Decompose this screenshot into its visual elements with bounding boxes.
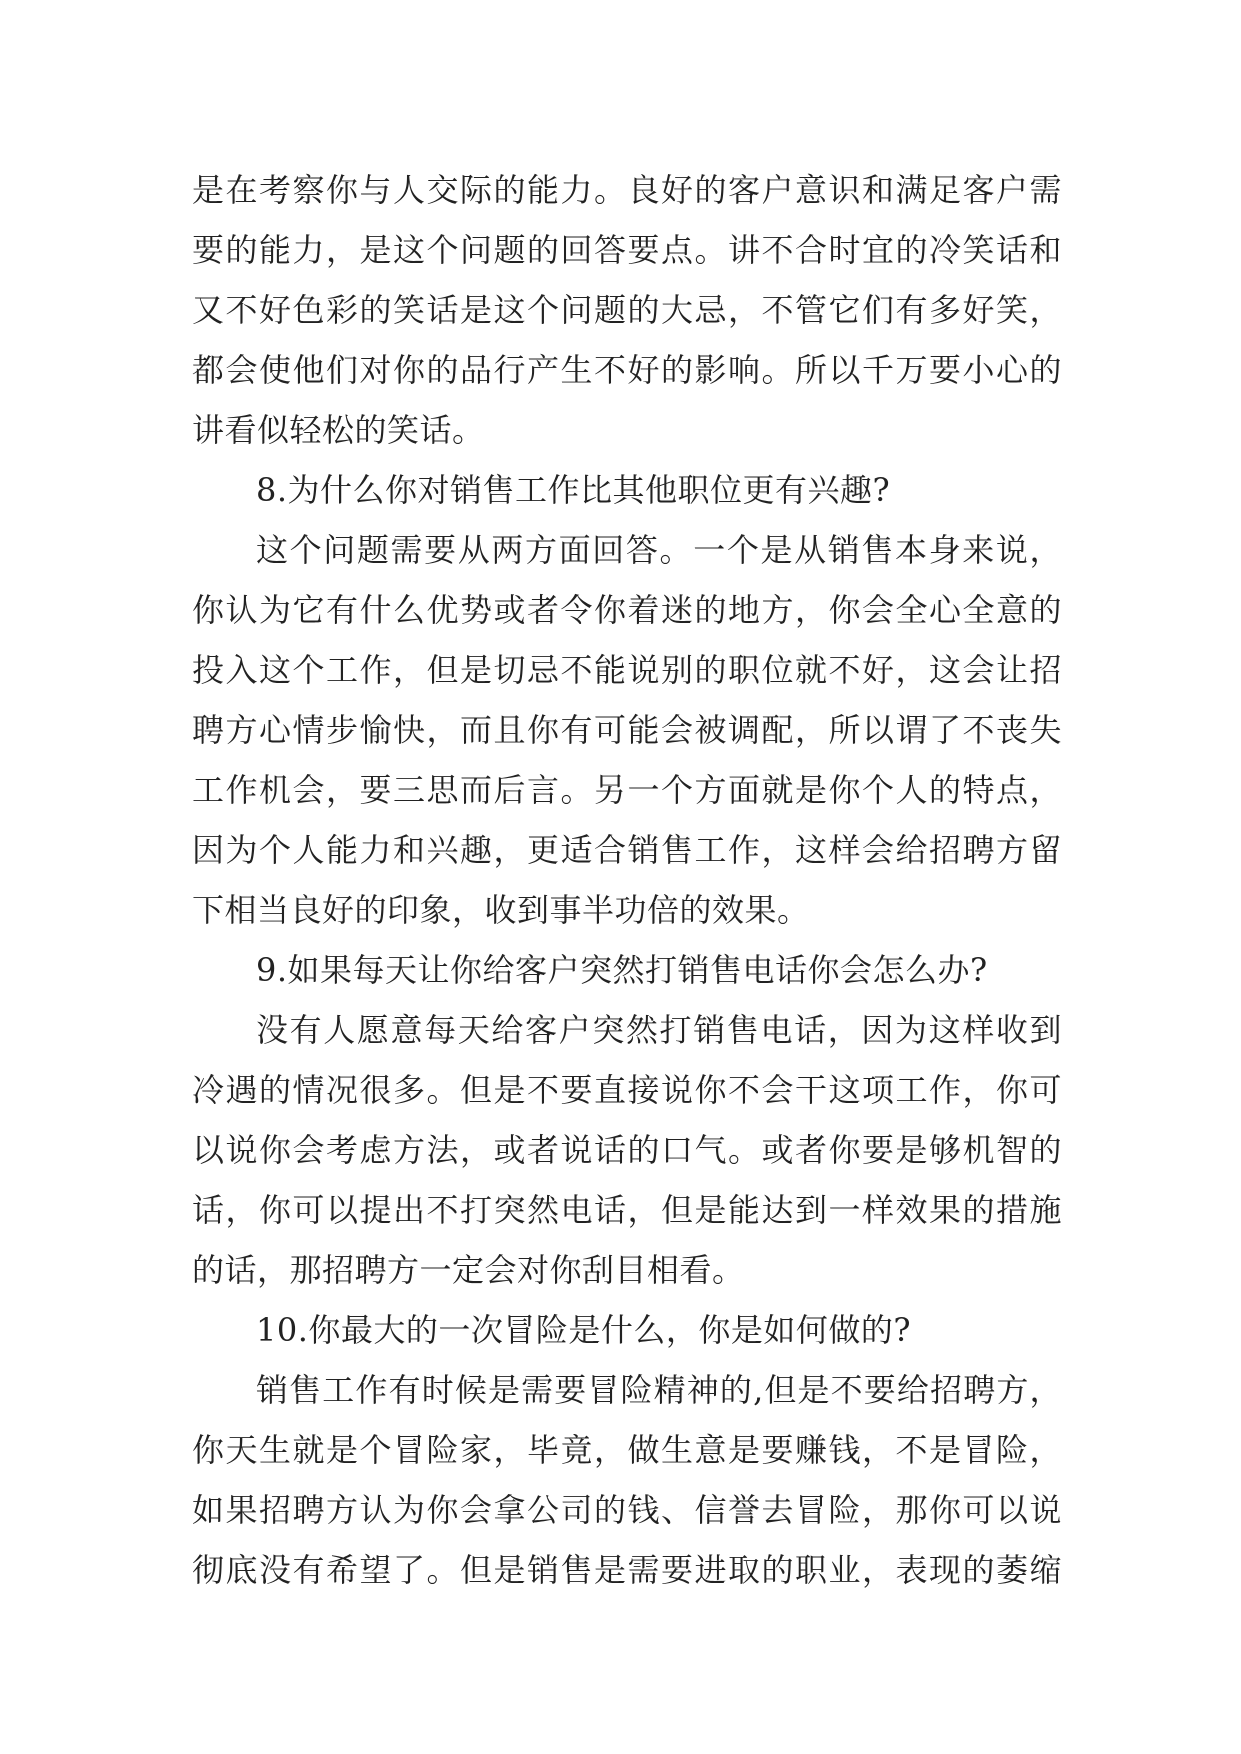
question-heading: 9.如果每天让你给客户突然打销售电话你会怎么办? bbox=[256, 951, 988, 989]
paragraph-line: 没有人愿意每天给客户突然打销售电话，因为这样收到 bbox=[256, 1011, 1062, 1049]
paragraph-line: 你天生就是个冒险家，毕竟，做生意是要赚钱，不是冒险， bbox=[192, 1431, 1062, 1469]
paragraph-line: 彻底没有希望了。但是销售是需要进取的职业，表现的萎缩 bbox=[192, 1551, 1062, 1589]
paragraph-line: 都会使他们对你的品行产生不好的影响。所以千万要小心的 bbox=[192, 351, 1062, 389]
paragraph-line: 讲看似轻松的笑话。 bbox=[192, 411, 485, 449]
question-heading: 8.为什么你对销售工作比其他职位更有兴趣? bbox=[256, 471, 891, 509]
document-body bbox=[192, 160, 1062, 1600]
paragraph-line: 因为个人能力和兴趣，更适合销售工作，这样会给招聘方留 bbox=[192, 831, 1062, 869]
paragraph-line: 聘方心情步愉快，而且你有可能会被调配，所以谓了不丧失 bbox=[192, 711, 1062, 749]
question-heading: 10.你最大的一次冒险是什么，你是如何做的? bbox=[256, 1311, 912, 1349]
paragraph-line: 投入这个工作，但是切忌不能说别的职位就不好，这会让招 bbox=[192, 651, 1062, 689]
paragraph-line: 你认为它有什么优势或者令你着迷的地方，你会全心全意的 bbox=[192, 591, 1062, 629]
paragraph-line: 冷遇的情况很多。但是不要直接说你不会干这项工作，你可 bbox=[192, 1071, 1062, 1109]
paragraph-line: 话，你可以提出不打突然电话，但是能达到一样效果的措施 bbox=[192, 1191, 1062, 1229]
paragraph-line: 又不好色彩的笑话是这个问题的大忌，不管它们有多好笑， bbox=[192, 291, 1062, 329]
paragraph-line: 下相当良好的印象，收到事半功倍的效果。 bbox=[192, 891, 810, 929]
paragraph-line: 这个问题需要从两方面回答。一个是从销售本身来说， bbox=[256, 531, 1062, 569]
paragraph-line: 如果招聘方认为你会拿公司的钱、信誉去冒险，那你可以说 bbox=[192, 1491, 1062, 1529]
paragraph-line: 要的能力，是这个问题的回答要点。讲不合时宜的冷笑话和 bbox=[192, 231, 1062, 269]
paragraph-line: 工作机会，要三思而后言。另一个方面就是你个人的特点， bbox=[192, 771, 1062, 809]
paragraph-line: 销售工作有时候是需要冒险精神的,但是不要给招聘方， bbox=[256, 1371, 1062, 1409]
paragraph-line: 是在考察你与人交际的能力。良好的客户意识和满足客户需 bbox=[192, 171, 1062, 209]
paragraph-line: 以说你会考虑方法，或者说话的口气。或者你要是够机智的 bbox=[192, 1131, 1062, 1169]
paragraph-line: 的话，那招聘方一定会对你刮目相看。 bbox=[192, 1251, 745, 1289]
